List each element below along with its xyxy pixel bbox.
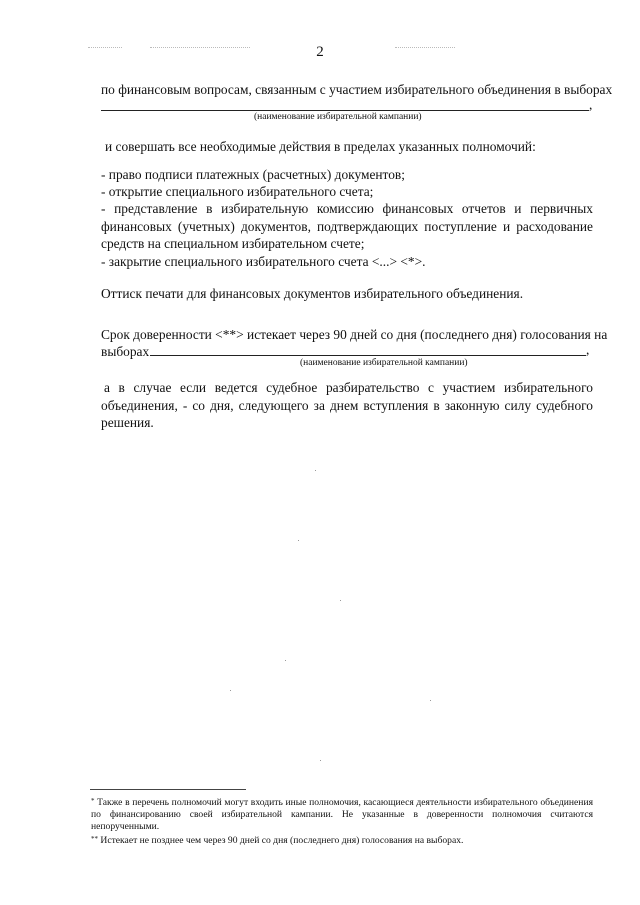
footnote-mark: ** xyxy=(91,835,98,843)
footnote-text: Также в перечень полномочий могут входить иные полномочия, касающиеся деятельности избирательного объединения по финансированию своей избирательной кампании. Не указанные в доверенности полномочия считаются непорученными. xyxy=(91,797,593,832)
campaign-name-blank-2 xyxy=(150,355,586,356)
term-line-1: Срок доверенности <**> истекает через 90 дней со дня (последнего дня) голосования на xyxy=(101,327,608,342)
scan-speck xyxy=(230,690,231,691)
intro-line: по финансовым вопросам, связанным с участием избирательного объединения в выборах xyxy=(101,82,613,97)
comma: , xyxy=(589,97,593,112)
seal-line: Оттиск печати для финансовых документов избирательного объединения. xyxy=(101,286,524,301)
footnote-separator xyxy=(90,789,246,790)
power-item-3: - представление в избирательную комиссию финансовых отчетов и первичных финансовых (учетных) документов, подтверждающих поступление и расходование средств на специальном избирательном счете; xyxy=(101,201,593,251)
scan-speck xyxy=(340,600,341,601)
power-item-4: - закрытие специального избирательного счета <...> <*>. xyxy=(101,254,426,269)
scan-speck xyxy=(315,470,316,471)
powers-intro: и совершать все необходимые действия в пределах указанных полномочий: xyxy=(105,139,536,154)
scan-speck xyxy=(285,660,286,661)
power-item-1: - право подписи платежных (расчетных) документов; xyxy=(101,167,405,182)
footnote-text: Истекает не позднее чем через 90 дней со дня (последнего дня) голосования на выборах. xyxy=(100,835,464,846)
comma: , xyxy=(586,342,590,357)
scan-speck xyxy=(430,700,431,701)
caption-campaign-name-1: (наименование избирательной кампании) xyxy=(254,112,422,122)
page-number: 2 xyxy=(316,44,324,60)
term-line-2: выборах xyxy=(101,344,150,359)
footnote-mark: * xyxy=(91,797,95,805)
footnote-2 xyxy=(91,835,593,847)
scan-speck xyxy=(320,760,321,761)
power-item-2: - открытие специального избирательного счета; xyxy=(101,184,374,199)
scan-speck xyxy=(298,540,299,541)
court-clause: а в случае если ведется судебное разбирательство с участием избирательного объединения, - со дня, следующего за днем вступления в законную силу судебного решения. xyxy=(101,380,593,430)
campaign-name-blank-1 xyxy=(101,110,589,111)
caption-campaign-name-2: (наименование избирательной кампании) xyxy=(300,358,468,368)
footnote-1 xyxy=(91,797,593,833)
